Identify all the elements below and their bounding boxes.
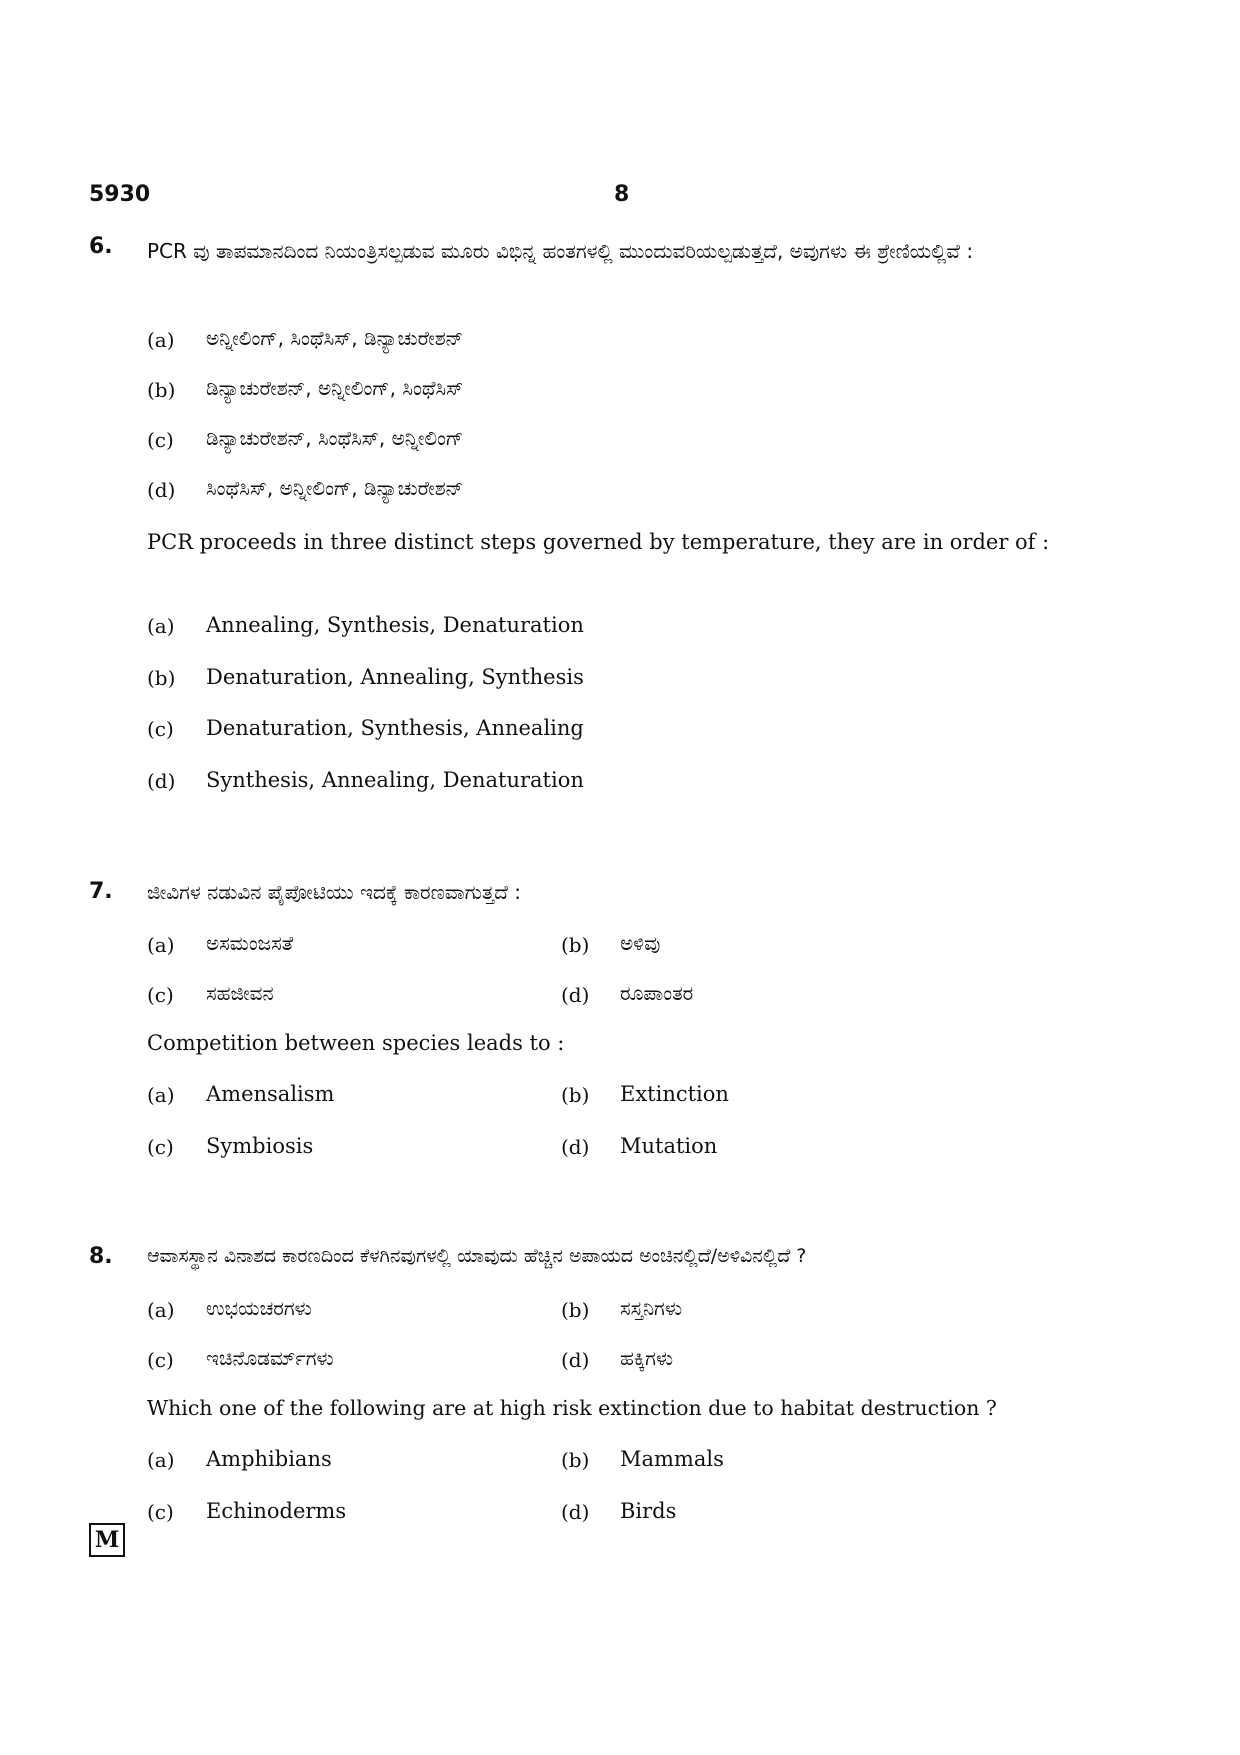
option-text-english: Extinction (620, 1082, 729, 1106)
option-text-kannada: ಸಸ್ತನಿಗಳು (620, 1296, 683, 1320)
option-letter: (a) (147, 328, 175, 352)
version-code-box: M (89, 1523, 125, 1557)
question-number: 7. (89, 879, 113, 904)
option-letter: (a) (147, 933, 175, 957)
option-text-english: Echinoderms (206, 1499, 347, 1523)
option-text-kannada: ಸಹಜೀವನ (206, 981, 274, 1005)
option-text-kannada: ಉಭಯಚರಗಳು (206, 1296, 312, 1320)
option-letter: (d) (561, 1500, 590, 1524)
option-text-kannada: ಅನ್ನೀಲಿಂಗ್, ಸಿಂಥೆಸಿಸ್, ಡಿನ್ಯಾಚುರೇಶನ್ (206, 326, 464, 350)
option-letter: (b) (561, 933, 590, 957)
option-text-kannada: ಡಿನ್ಯಾಚುರೇಶನ್, ಸಿಂಥೆಸಿಸ್, ಅನ್ನೀಲಿಂಗ್ (206, 426, 464, 450)
option-letter: (d) (147, 478, 176, 502)
page-code: 5930 (89, 182, 151, 207)
option-letter: (c) (147, 1500, 174, 1524)
option-text-english: Denaturation, Annealing, Synthesis (206, 665, 584, 689)
option-letter: (d) (147, 769, 176, 793)
option-text-kannada: ಅಸಮಂಜಸತೆ (206, 931, 294, 955)
option-text-kannada: ಇಚಿನೊಡರ್ಮ್‌ಗಳು (206, 1346, 334, 1370)
question-number: 6. (89, 234, 113, 259)
option-letter: (b) (561, 1448, 590, 1472)
option-letter: (d) (561, 983, 590, 1007)
option-letter: (c) (147, 1348, 174, 1372)
option-letter: (a) (147, 614, 175, 638)
option-text-english: Symbiosis (206, 1134, 314, 1158)
option-letter: (c) (147, 1135, 174, 1159)
option-text-kannada: ರೂಪಾಂತರ (620, 981, 694, 1005)
page-number: 8 (614, 182, 630, 207)
option-text-kannada: ಹಕ್ಕಿಗಳು (620, 1346, 674, 1370)
question-stem-kannada: PCR ವು ತಾಪಮಾನದಿಂದ ನಿಯಂತ್ರಿಸಲ್ಪಡುವ ಮೂರು ವಿಭಿನ್ನ ಹಂತಗಳಲ್ಲಿ ಮುಂದುವರಿಯಲ್ಪಡುತ್ತದೆ, ಅವುಗಳು ಈ ಶ್ರೇಣಿಯಲ್ಲಿವೆ : (147, 239, 974, 263)
option-letter: (b) (147, 378, 176, 402)
option-letter: (a) (147, 1448, 175, 1472)
option-text-english: Synthesis, Annealing, Denaturation (206, 768, 584, 792)
option-text-kannada: ಅಳಿವು (620, 931, 661, 955)
question-stem-english: Competition between species leads to : (147, 1031, 565, 1055)
option-text-kannada: ಡಿನ್ಯಾಚುರೇಶನ್, ಅನ್ನೀಲಿಂಗ್, ಸಿಂಥೆಸಿಸ್ (206, 376, 464, 400)
option-text-english: Denaturation, Synthesis, Annealing (206, 716, 584, 740)
option-text-english: Amphibians (206, 1447, 332, 1471)
option-letter: (a) (147, 1298, 175, 1322)
question-stem-kannada: ಜೀವಿಗಳ ನಡುವಿನ ಪೈಪೋಟಿಯು ಇದಕ್ಕೆ ಕಾರಣವಾಗುತ್ತದೆ : (147, 880, 522, 904)
option-text-kannada: ಸಿಂಥೆಸಿಸ್, ಅನ್ನೀಲಿಂಗ್, ಡಿನ್ಯಾಚುರೇಶನ್ (206, 476, 464, 500)
option-letter: (d) (561, 1348, 590, 1372)
option-text-english: Mutation (620, 1134, 718, 1158)
option-letter: (c) (147, 983, 174, 1007)
question-number: 8. (89, 1244, 113, 1269)
option-text-english: Birds (620, 1499, 677, 1523)
option-text-english: Mammals (620, 1447, 724, 1471)
option-letter: (a) (147, 1083, 175, 1107)
option-letter: (b) (147, 666, 176, 690)
question-stem-english: PCR proceeds in three distinct steps governed by temperature, they are in order of : (147, 530, 1050, 554)
option-text-english: Annealing, Synthesis, Denaturation (206, 613, 584, 637)
option-letter: (d) (561, 1135, 590, 1159)
option-text-english: Amensalism (206, 1082, 335, 1106)
option-letter: (b) (561, 1298, 590, 1322)
question-stem-kannada: ಆವಾಸಸ್ಥಾನ ವಿನಾಶದ ಕಾರಣದಿಂದ ಕೆಳಗಿನವುಗಳಲ್ಲಿ ಯಾವುದು ಹೆಚ್ಚಿನ ಅಪಾಯದ ಅಂಚಿನಲ್ಲಿದೆ/ಅಳಿವಿನಲ್ಲಿದೆ ? (147, 1245, 807, 1267)
option-letter: (c) (147, 717, 174, 741)
option-letter: (b) (561, 1083, 590, 1107)
question-stem-english: Which one of the following are at high risk extinction due to habitat destruction ? (147, 1396, 997, 1420)
option-letter: (c) (147, 428, 174, 452)
